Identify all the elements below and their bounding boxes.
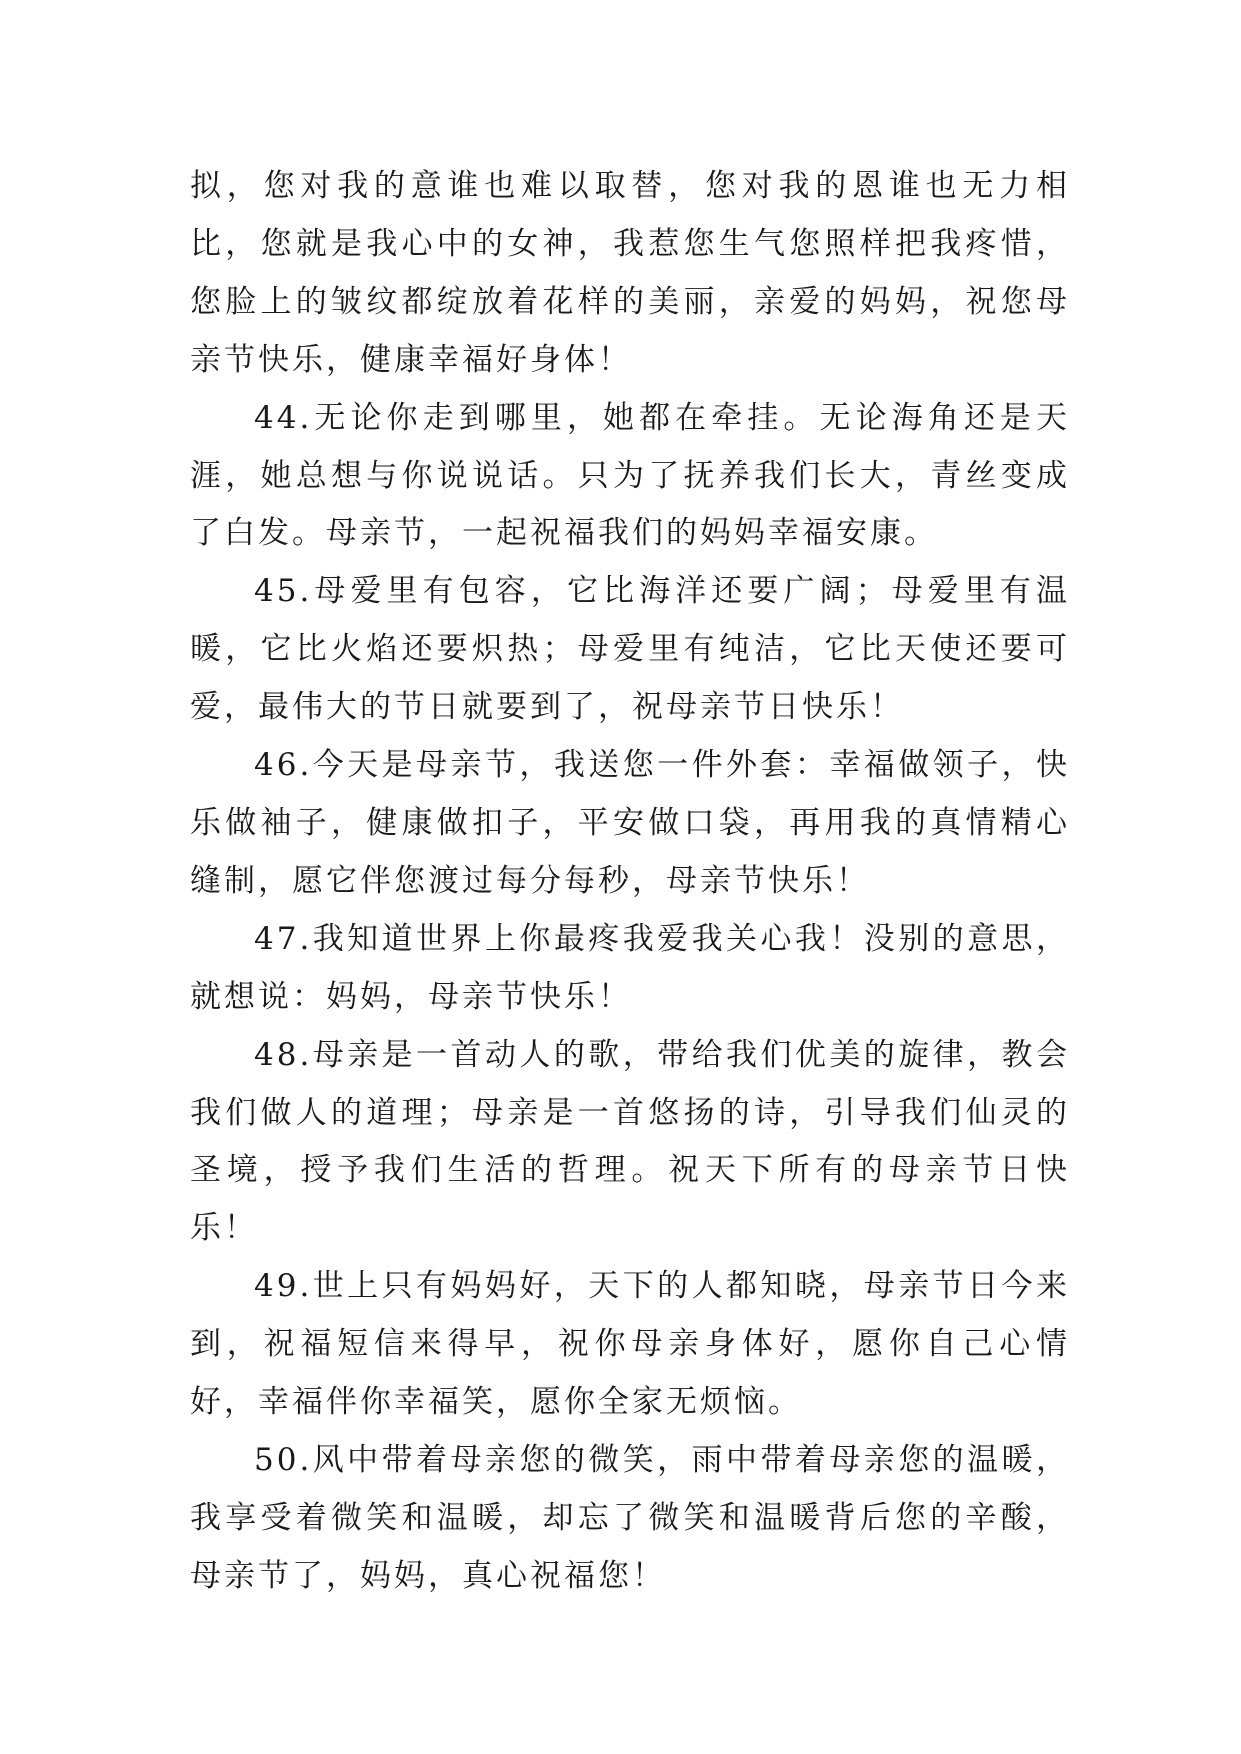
- paragraph-continued: 拟，您对我的意谁也难以取替，您对我的恩谁也无力相比，您就是我心中的女神，我惹您生气您照样把我疼惜，您脸上的皱纹都绽放着花样的美丽，亲爱的妈妈，祝您母亲节快乐，健康幸福好身体！: [190, 168, 1070, 378]
- paragraph-44: 44.无论你走到哪里，她都在牵挂。无论海角还是天涯，她总想与你说说话。只为了抚养我们长大，青丝变成了白发。母亲节，一起祝福我们的妈妈幸福安康。: [190, 399, 1070, 552]
- paragraph-49: 49.世上只有妈妈好，天下的人都知晓，母亲节日今来到，祝福短信来得早，祝你母亲身体好，愿你自己心情好，幸福伴你幸福笑，愿你全家无烦恼。: [190, 1268, 1070, 1421]
- paragraph-47: 47.我知道世界上你最疼我爱我关心我！没别的意思，就想说：妈妈，母亲节快乐！: [190, 920, 1070, 1015]
- paragraph-45: 45.母爱里有包容，它比海洋还要广阔；母爱里有温暖，它比火焰还要炽热；母爱里有纯洁，它比天使还要可爱，最伟大的节日就要到了，祝母亲节日快乐！: [190, 573, 1070, 726]
- paragraph-48: 48.母亲是一首动人的歌，带给我们优美的旋律，教会我们做人的道理；母亲是一首悠扬的诗，引导我们仙灵的圣境，授予我们生活的哲理。祝天下所有的母亲节日快乐！: [190, 1036, 1070, 1247]
- paragraph-50: 50.风中带着母亲您的微笑，雨中带着母亲您的温暖，我享受着微笑和温暖，却忘了微笑和温暖背后您的辛酸，母亲节了，妈妈，真心祝福您！: [190, 1441, 1070, 1594]
- paragraph-46: 46.今天是母亲节，我送您一件外套：幸福做领子，快乐做袖子，健康做扣子，平安做口袋，再用我的真情精心缝制，愿它伴您渡过每分每秒，母亲节快乐！: [190, 747, 1070, 899]
- document-body: [190, 158, 1070, 1606]
